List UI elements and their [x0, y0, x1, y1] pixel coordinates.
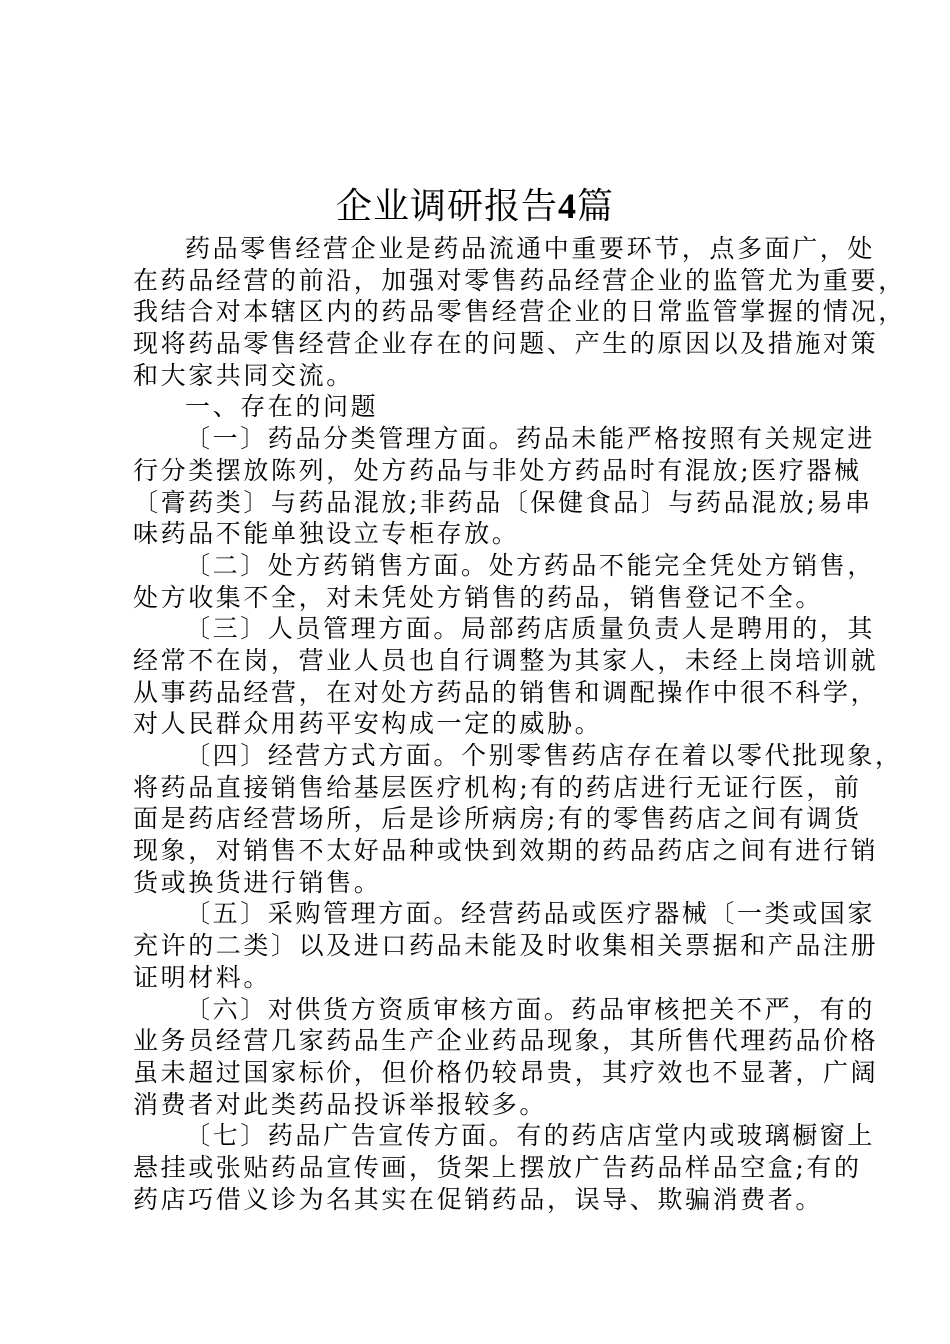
paragraph-line: 〔膏药类〕与药品混放;非药品〔保健食品〕与药品混放;易串	[133, 487, 873, 517]
title-suffix: 篇	[577, 186, 615, 227]
paragraph-line: 和大家共同交流。	[133, 360, 354, 390]
paragraph-line: 〔四〕经营方式方面。个别零售药店存在着以零代批现象，	[185, 741, 903, 770]
document-title	[0, 180, 950, 233]
paragraph-line: 行分类摆放陈列，处方药品与非处方药品时有混放;医疗器械	[133, 455, 862, 485]
paragraph-line: 业务员经营几家药品生产企业药品现象，其所售代理药品价格	[133, 1026, 879, 1056]
paragraph-line: 消费者对此类药品投诉举报较多。	[133, 1089, 548, 1119]
paragraph-line: 〔二〕处方药销售方面。处方药品不能完全凭处方销售，	[185, 550, 876, 580]
paragraph-line: 在药品经营的前沿，加强对零售药品经营企业的监管尤为重要，	[133, 265, 906, 295]
paragraph-line: 我结合对本辖区内的药品零售经营企业的日常监管掌握的情况，	[133, 297, 906, 327]
paragraph-line: 虽未超过国家标价，但价格仍较昂贵，其疗效也不显著，广阔	[133, 1057, 879, 1087]
title-number: 4	[558, 186, 577, 226]
paragraph-line: 现将药品零售经营企业存在的问题、产生的原因以及措施对策	[133, 329, 879, 359]
paragraph-line: 将药品直接销售给基层医疗机构;有的药店进行无证行医，前	[133, 772, 862, 802]
section-heading: 一、存在的问题	[185, 392, 379, 422]
paragraph-line: 经常不在岗，营业人员也自行调整为其家人，未经上岗培训就	[133, 645, 879, 675]
paragraph-line: 味药品不能单独设立专柜存放。	[133, 519, 520, 549]
paragraph-line: 对人民群众用药平安构成一定的威胁。	[133, 709, 603, 739]
paragraph-line: 现象，对销售不太好品种或快到效期的药品药店之间有进行销	[133, 836, 879, 866]
paragraph-line: 证明材料。	[133, 962, 272, 992]
paragraph-line: 药店巧借义诊为名其实在促销药品，误导、欺骗消费者。	[133, 1184, 824, 1214]
paragraph-line: 悬挂或张贴药品宣传画，货架上摆放广告药品样品空盒;有的	[133, 1152, 862, 1182]
paragraph-line: 充许的二类〕以及进口药品未能及时收集相关票据和产品注册	[133, 931, 879, 961]
paragraph-line: 货或换货进行销售。	[133, 867, 382, 897]
paragraph-line: 从事药品经营，在对处方药品的销售和调配操作中很不科学，	[133, 677, 879, 707]
paragraph-line: 〔七〕药品广告宣传方面。有的药店店堂内或玻璃橱窗上	[185, 1121, 876, 1151]
paragraph-line: 〔三〕人员管理方面。局部药店质量负责人是聘用的，其	[185, 614, 876, 644]
title-prefix: 企业调研报告	[335, 186, 558, 227]
paragraph-line: 〔五〕采购管理方面。经营药品或医疗器械〔一类或国家	[185, 899, 876, 929]
paragraph-line: 〔六〕对供货方资质审核方面。药品审核把关不严，有的	[185, 994, 876, 1024]
paragraph-line: 面是药店经营场所，后是诊所病房;有的零售药店之间有调货	[133, 804, 862, 834]
paragraph-line: 〔一〕药品分类管理方面。药品未能严格按照有关规定进	[185, 424, 876, 454]
paragraph-line: 药品零售经营企业是药品流通中重要环节，点多面广，处	[185, 234, 876, 263]
document-body	[133, 233, 906, 1215]
paragraph-line: 处方收集不全，对未凭处方销售的药品，销售登记不全。	[133, 582, 824, 612]
